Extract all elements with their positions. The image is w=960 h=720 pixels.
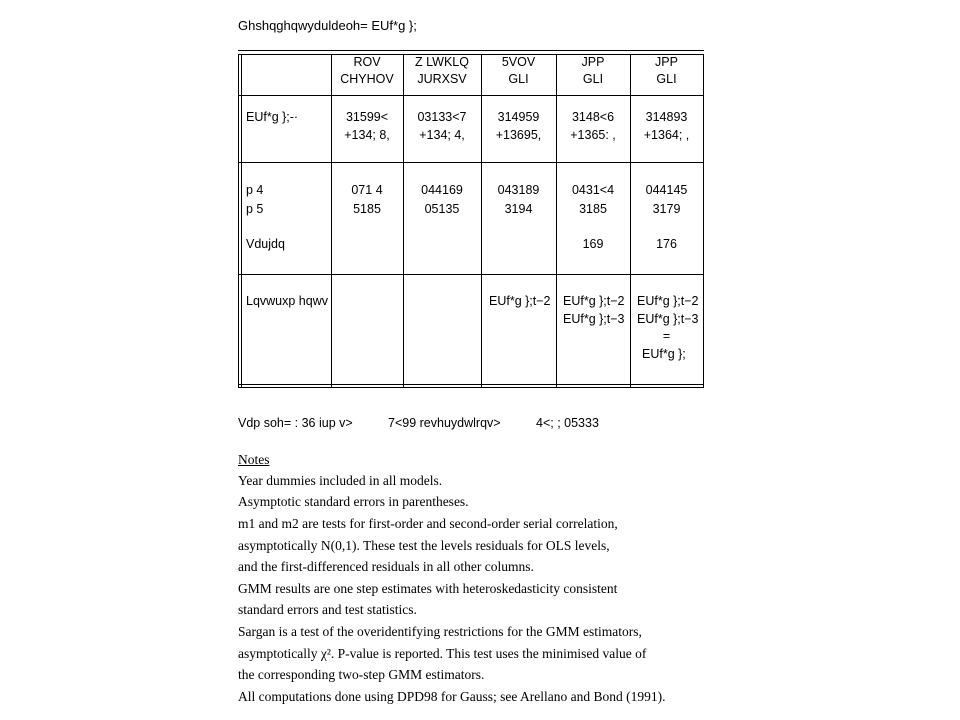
col-line-0 xyxy=(238,54,239,387)
m1-col5: 044145 xyxy=(645,183,688,197)
m2-col1: 5185 xyxy=(353,202,381,216)
notes-line-9: asymptotically χ². P-value is reported. This test uses the minimised value of xyxy=(238,646,647,661)
instruments-col4-line2: EUf*g };t−3 xyxy=(563,312,625,326)
instruments-col4-line1: EUf*g };t−2 xyxy=(563,294,625,308)
m2-col4: 3185 xyxy=(579,202,607,216)
row-rule-1 xyxy=(238,162,704,163)
coef-col2: 03133<7 xyxy=(417,110,467,124)
col-line-1 xyxy=(331,54,332,387)
se-col4: +1365: , xyxy=(570,128,616,142)
se-col2: +134; 4, xyxy=(419,128,465,142)
col-line-4 xyxy=(556,54,557,387)
coef-col1: 31599< xyxy=(345,110,389,124)
col-line-0b xyxy=(241,54,242,387)
se-col1: +134; 8, xyxy=(344,128,390,142)
sample-part-c: 4<; ; 05333 xyxy=(536,416,599,430)
instruments-col5-line1: EUf*g };t−2 xyxy=(637,294,699,308)
header-col5-line2: GLI xyxy=(656,72,677,86)
col-line-2 xyxy=(403,54,404,387)
sargan-col4: 169 xyxy=(582,237,604,251)
notes-line-11: All computations done using DPD98 for Gauss; see Arellano and Bond (1991). xyxy=(238,689,666,704)
m1-col3: 043189 xyxy=(497,183,540,197)
instruments-col3: EUf*g };t−2 xyxy=(489,294,551,308)
header-col3-line2: GLI xyxy=(508,72,529,86)
coef-col5: 314893 xyxy=(645,110,688,124)
notes-line-2: Asymptotic standard errors in parentheses. xyxy=(238,494,469,509)
notes-line-8: Sargan is a test of the overidentifying restrictions for the GMM estimators, xyxy=(238,624,642,639)
m2-col5: 3179 xyxy=(652,202,681,216)
m1-label: p 4 xyxy=(246,183,264,197)
table-bottom-rule-2 xyxy=(238,387,704,388)
sargan-label: Vdujdq xyxy=(246,237,285,251)
m2-col2: 05135 xyxy=(424,202,460,216)
header-col1-line2: CHYHOV xyxy=(340,72,394,86)
m1-col2: 044169 xyxy=(421,183,463,197)
instruments-col5-line4: EUf*g }; xyxy=(642,347,686,361)
notes-line-5: and the first-differenced residuals in all other columns. xyxy=(238,559,534,574)
header-col4-line1: JPP xyxy=(581,55,605,69)
sample-part-a: Vdp soh= : 36 iup v> xyxy=(238,416,353,430)
col-line-6 xyxy=(703,54,704,387)
sargan-col5: 176 xyxy=(656,237,677,251)
se-col3: +13695, xyxy=(495,128,542,142)
header-col2-line1: Z LWKLQ xyxy=(415,55,469,69)
coef-col3: 314959 xyxy=(497,110,540,124)
notes-line-4: asymptotically N(0,1). These test the levels residuals for OLS levels, xyxy=(238,538,610,553)
row-rule-2 xyxy=(238,274,704,275)
header-col5-line1: JPP xyxy=(655,55,678,69)
row-coef-label: EUf*g };-· xyxy=(246,110,299,124)
table-title: Ghshqghqwyduldeoh= EUf*g }; xyxy=(238,18,417,33)
header-col3-line1: 5VOV xyxy=(501,55,536,69)
notes-line-10: the corresponding two-step GMM estimators. xyxy=(238,667,485,682)
notes-line-7: standard errors and test statistics. xyxy=(238,602,417,617)
se-col5: +1364; , xyxy=(643,128,690,142)
notes-line-3: m1 and m2 are tests for first-order and second-order serial correlation, xyxy=(238,516,618,531)
notes-heading: Notes xyxy=(238,452,270,467)
header-col1-line1: ROV xyxy=(353,55,381,69)
header-col4-line2: GLI xyxy=(582,72,604,86)
instruments-col5-line2: EUf*g };t−3 xyxy=(637,312,699,326)
instruments-label: Lqvwuxp hqwv xyxy=(246,294,328,308)
notes-line-6: GMM results are one step estimates with heteroskedasticity consistent xyxy=(238,581,618,596)
m1-col1: 071 4 xyxy=(351,183,383,197)
instruments-col5-line3: = xyxy=(662,329,671,343)
m2-col3: 3194 xyxy=(504,202,533,216)
col-line-3 xyxy=(481,54,482,387)
table-bottom-rule xyxy=(238,384,704,385)
coef-col4: 3148<6 xyxy=(571,110,615,124)
header-col2-line2: JURXSV xyxy=(417,72,467,86)
table-top-rule xyxy=(238,50,704,51)
notes-line-1: Year dummies included in all models. xyxy=(238,473,443,488)
m2-label: p 5 xyxy=(246,202,264,216)
m1-col4: 0431<4 xyxy=(571,183,615,197)
sample-part-b: 7<99 revhuydwlrqv> xyxy=(388,416,501,430)
header-rule xyxy=(238,95,704,96)
